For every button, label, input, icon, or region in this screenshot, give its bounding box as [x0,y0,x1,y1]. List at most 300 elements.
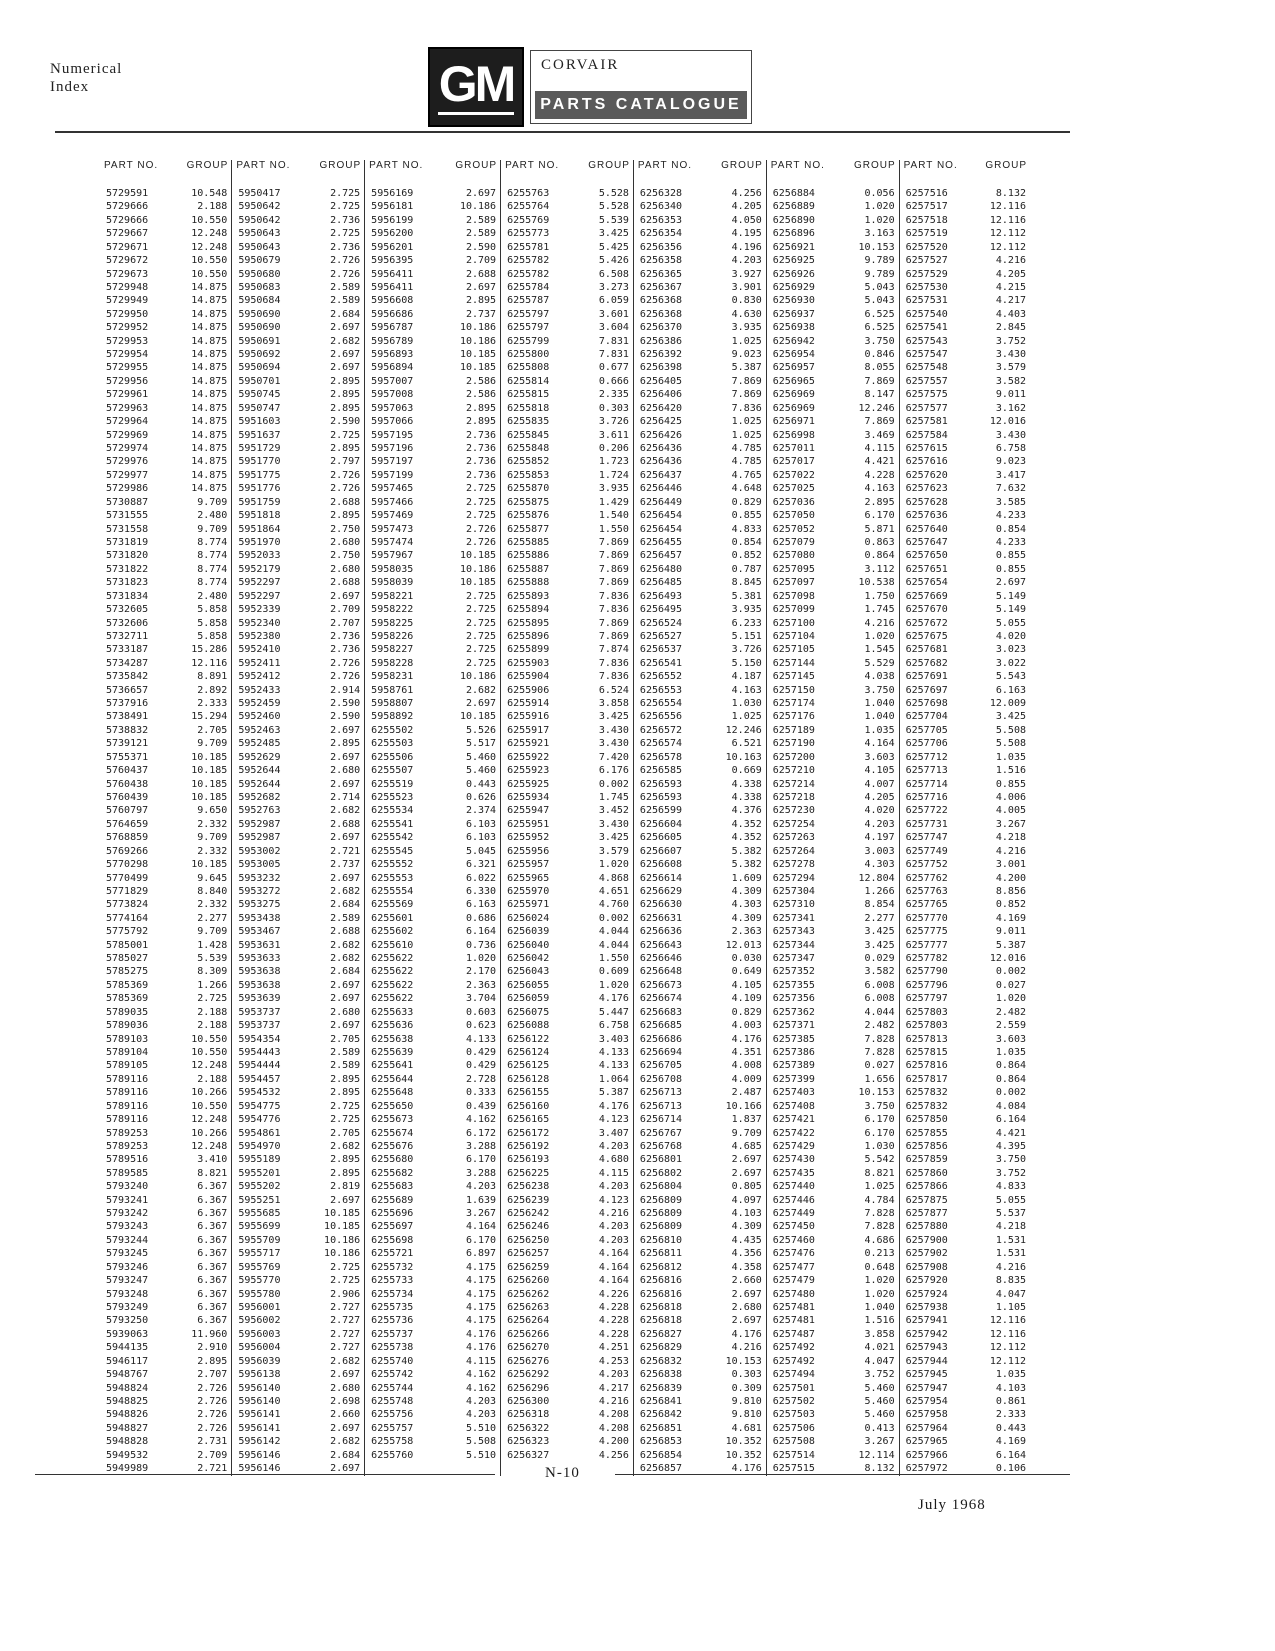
group-cell: 4.686 [833,1234,899,1247]
group-cell: 9.810 [700,1408,766,1421]
group-cell: 2.726 [431,536,500,549]
table-row [100,442,1030,455]
part-number-cell: 6257920 [905,1275,948,1287]
group-cell: 1.020 [833,200,899,213]
group-cell: 1.724 [567,469,633,482]
part-number-cell: 6257832 [905,1087,948,1099]
group-cell: 2.709 [298,603,364,616]
part-number-cell: 6255896 [507,630,550,642]
group-cell: 0.649 [700,965,766,978]
part-number-cell: 5729666 [106,214,149,226]
group-cell: 7.831 [567,348,633,361]
part-number-cell: 5958228 [371,657,414,669]
part-number-cell: 5793244 [106,1234,149,1246]
group-cell: 9.709 [700,1127,766,1140]
part-number-cell: 5731834 [106,590,149,602]
table-row [100,684,1030,697]
part-number-cell: 6257731 [905,818,948,830]
column-header-group: GROUP [700,160,766,187]
part-number-cell: 5954775 [238,1100,281,1112]
group-cell: 3.267 [431,1207,500,1220]
part-number-cell: 5950684 [238,295,281,307]
part-number-cell: 6256889 [772,201,815,213]
part-number-cell: 5952179 [238,563,281,575]
part-number-cell: 5950694 [238,362,281,374]
group-cell: 2.586 [431,375,500,388]
group-cell: 4.218 [995,1221,1026,1233]
part-number-cell: 6256605 [639,832,683,844]
group-cell: 10.352 [700,1449,766,1462]
table-row [100,724,1030,737]
part-number-cell: 5733187 [106,644,149,656]
group-cell: 5.460 [431,751,500,764]
table-row [100,214,1030,227]
part-number-cell: 6255622 [371,966,414,978]
group-cell: 2.705 [298,1127,364,1140]
group-cell: 4.680 [567,1153,633,1166]
part-number-cell: 5789105 [106,1060,149,1072]
part-number-cell: 6257294 [772,872,815,884]
part-number-cell: 6255636 [371,1020,414,1032]
part-number-cell: 6256225 [507,1167,550,1179]
group-cell: 4.309 [700,912,766,925]
part-number-cell: 5956181 [371,201,414,213]
part-number-cell: 6255914 [507,698,550,710]
part-number-cell: 6256851 [639,1422,683,1434]
part-number-cell: 6255782 [507,255,550,267]
table-row [100,563,1030,576]
group-cell: 6.022 [431,872,500,885]
part-number-cell: 5729977 [106,469,149,481]
part-number-cell: 6256629 [639,885,683,897]
part-number-cell: 6257481 [772,1315,815,1327]
group-cell: 4.352 [700,818,766,831]
part-number-cell: 6255877 [507,523,550,535]
group-cell: 2.698 [298,1395,364,1408]
column-header-group: GROUP [567,160,633,187]
group-cell: 6.164 [431,925,500,938]
part-number-cell: 6256853 [639,1436,683,1448]
group-cell: 2.487 [700,1086,766,1099]
part-number-cell: 6257254 [772,818,815,830]
header-title-line2: Index [50,79,90,95]
group-cell: 6.164 [995,1114,1026,1126]
part-number-cell: 6256683 [639,1006,683,1018]
part-number-cell: 5732606 [106,617,149,629]
part-number-cell: 6256318 [507,1409,550,1421]
group-cell: 0.027 [833,1059,899,1072]
part-number-cell: 6256128 [507,1073,550,1085]
table-row [100,1234,1030,1247]
group-cell: 2.589 [298,912,364,925]
part-number-cell: 6257408 [772,1100,815,1112]
group-cell: 5.542 [833,1153,899,1166]
group-cell: 4.169 [995,912,1026,924]
part-number-cell: 5785275 [106,966,149,978]
part-number-cell: 5954861 [238,1127,281,1139]
part-number-cell: 6255648 [371,1087,414,1099]
table-row [100,1140,1030,1153]
part-number-cell: 5773824 [106,899,149,911]
table-row [100,845,1030,858]
part-number-cell: 6255644 [371,1073,414,1085]
group-cell: 8.856 [995,885,1026,897]
part-number-cell: 6256552 [639,671,683,683]
group-cell: 2.727 [298,1301,364,1314]
group-cell: 4.162 [431,1382,500,1395]
group-cell: 14.875 [165,335,231,348]
group-cell: 2.697 [298,979,364,992]
group-cell: 6.367 [165,1180,231,1193]
group-cell: 1.025 [700,710,766,723]
group-cell: 2.332 [165,818,231,831]
group-cell: 12.804 [833,872,899,885]
group-cell: 3.288 [431,1140,500,1153]
part-number-cell: 5956608 [371,295,414,307]
group-cell: 6.330 [431,885,500,898]
part-number-cell: 5738832 [106,724,149,736]
part-number-cell: 6257494 [772,1369,815,1381]
part-number-cell: 6256829 [639,1342,683,1354]
group-cell: 2.682 [298,804,364,817]
part-number-cell: 6255601 [371,912,414,924]
group-cell: 5.528 [567,187,633,200]
group-cell: 0.829 [700,1006,766,1019]
group-cell: 2.895 [298,1167,364,1180]
part-number-cell: 6257859 [905,1154,948,1166]
brand-box [530,50,752,124]
footer-rule-right [615,1474,1070,1475]
part-number-cell: 6256165 [507,1114,550,1126]
group-cell: 15.294 [165,710,231,723]
part-number-cell: 5785001 [106,939,149,951]
part-number-cell: 6255506 [371,751,414,763]
part-number-cell: 6257762 [905,872,948,884]
group-cell: 2.688 [298,818,364,831]
part-number-cell: 6257304 [772,885,815,897]
group-cell: 5.526 [431,724,500,737]
part-number-cell: 6257218 [772,791,815,803]
table-row [100,697,1030,710]
table-row [100,268,1030,281]
part-number-cell: 6257476 [772,1248,815,1260]
group-cell: 0.855 [700,509,766,522]
group-cell: 4.187 [700,670,766,683]
group-cell: 2.682 [298,952,364,965]
part-number-cell: 6256809 [639,1208,683,1220]
part-number-cell: 6255769 [507,214,550,226]
part-number-cell: 6256527 [639,630,683,642]
group-cell: 2.725 [298,1113,364,1126]
group-cell: 7.869 [833,415,899,428]
group-cell: 4.216 [833,617,899,630]
group-cell: 5.529 [833,657,899,670]
group-cell: 0.429 [431,1059,500,1072]
group-cell: 2.736 [298,643,364,656]
footer-rule-left [35,1474,495,1475]
table-row [100,670,1030,683]
table-row [100,710,1030,723]
part-number-cell: 5764659 [106,818,149,830]
part-number-cell: 6255784 [507,281,550,293]
group-cell: 6.367 [165,1314,231,1327]
table-row [100,469,1030,482]
group-cell: 2.682 [298,1140,364,1153]
part-number-cell: 6257763 [905,885,948,897]
part-number-cell: 6256420 [639,402,683,414]
part-number-cell: 6257341 [772,912,815,924]
group-cell: 2.709 [431,254,500,267]
part-number-cell: 5953638 [238,979,281,991]
group-cell: 0.854 [995,523,1026,535]
part-number-cell: 6257866 [905,1181,948,1193]
part-number-cell: 6256674 [639,993,683,1005]
group-cell: 3.927 [700,268,766,281]
part-number-cell: 5768859 [106,832,149,844]
part-number-cell: 5953232 [238,872,281,884]
group-cell: 4.109 [700,992,766,1005]
part-number-cell: 5955202 [238,1181,281,1193]
part-number-cell: 6255639 [371,1047,414,1058]
group-cell: 5.858 [165,630,231,643]
part-number-cell: 5951776 [238,483,281,495]
group-cell: 2.727 [298,1341,364,1354]
table-row [100,1395,1030,1408]
group-cell: 9.011 [995,926,1026,938]
group-cell: 4.020 [833,804,899,817]
group-cell: 8.774 [165,576,231,589]
group-cell: 4.175 [431,1314,500,1327]
group-cell: 4.251 [567,1341,633,1354]
table-row [100,1100,1030,1113]
table-row [100,1261,1030,1274]
part-number-cell: 6256585 [639,765,683,777]
part-number-cell: 6256327 [507,1449,550,1461]
part-number-cell: 6257520 [905,241,948,253]
part-number-cell: 6257722 [905,805,948,817]
part-number-cell: 6256446 [639,483,683,495]
group-cell: 4.685 [700,1140,766,1153]
part-number-cell: 6256160 [507,1100,550,1112]
part-number-cell: 5793247 [106,1275,149,1287]
group-cell: 0.303 [700,1368,766,1381]
part-number-cell: 5950680 [238,268,281,280]
part-number-cell: 6255906 [507,684,550,696]
part-number-cell: 5953633 [238,953,281,965]
group-cell: 2.726 [298,469,364,482]
group-cell: 5.387 [995,939,1026,951]
part-number-cell: 6257654 [905,577,948,589]
group-cell: 6.524 [567,684,633,697]
part-number-cell: 6255925 [507,778,550,790]
group-cell: 2.684 [298,965,364,978]
group-cell: 1.020 [833,1274,899,1287]
part-number-cell: 6256969 [772,389,815,401]
part-number-cell: 6256636 [639,926,683,938]
part-number-cell: 6255698 [371,1234,414,1246]
part-number-cell: 5954354 [238,1033,281,1045]
group-cell: 4.038 [833,670,899,683]
group-cell: 2.682 [298,1435,364,1448]
group-cell: 1.020 [567,858,633,871]
group-cell: 1.035 [995,1369,1026,1381]
part-number-cell: 6255956 [507,845,550,857]
group-cell: 0.002 [567,912,633,925]
table-row [100,455,1030,468]
group-cell: 3.425 [833,939,899,952]
table-row [100,1059,1030,1072]
group-cell: 1.040 [833,697,899,710]
group-cell: 0.056 [833,187,899,200]
part-number-cell: 5953275 [238,899,281,911]
part-number-cell: 6257449 [772,1208,815,1220]
group-cell: 4.133 [431,1033,500,1046]
part-number-cell: 5789116 [106,1087,149,1099]
group-cell: 4.176 [700,1462,766,1475]
group-cell: 0.854 [700,536,766,549]
group-cell: 4.164 [567,1247,633,1260]
part-number-cell: 6257371 [772,1020,815,1032]
group-cell: 12.116 [165,657,231,670]
part-number-cell: 6257691 [905,671,948,683]
part-number-cell: 5952629 [238,751,281,763]
part-number-cell: 5789036 [106,1020,149,1032]
group-cell: 4.003 [700,1019,766,1032]
group-cell: 2.819 [298,1180,364,1193]
table-row [100,1207,1030,1220]
group-cell: 1.745 [833,603,899,616]
group-cell: 14.875 [165,415,231,428]
part-number-cell: 5729953 [106,335,149,347]
part-number-cell: 5732605 [106,604,149,616]
part-number-cell: 5952987 [238,832,281,844]
part-number-cell: 5950690 [238,308,281,320]
part-number-cell: 5951729 [238,443,281,455]
table-row [100,1288,1030,1301]
group-cell: 2.682 [298,1355,364,1368]
group-cell: 10.186 [298,1247,364,1260]
part-number-cell: 5956146 [238,1449,281,1461]
group-cell: 2.895 [298,737,364,750]
table-row [100,1408,1030,1421]
part-number-cell: 5729956 [106,375,149,387]
group-cell: 3.163 [833,227,899,240]
group-cell: 2.845 [995,322,1026,334]
group-cell: 8.774 [165,549,231,562]
group-cell: 1.035 [995,751,1026,763]
group-cell: 12.016 [989,416,1026,428]
part-number-cell: 5954443 [238,1047,281,1058]
table-row [100,1167,1030,1180]
group-cell: 4.195 [700,227,766,240]
group-cell: 2.480 [165,590,231,603]
group-cell: 9.023 [995,456,1026,468]
table-row [100,1314,1030,1327]
group-cell: 2.332 [165,845,231,858]
group-cell: 5.537 [995,1208,1026,1220]
group-cell: 9.709 [165,831,231,844]
group-cell: 2.188 [165,1019,231,1032]
part-number-cell: 6256930 [772,295,815,307]
part-number-cell: 6256554 [639,698,683,710]
group-cell: 1.025 [833,1180,899,1193]
part-number-cell: 6256841 [639,1395,683,1407]
group-cell: 2.736 [431,429,500,442]
part-number-cell: 5950683 [238,281,281,293]
group-cell: 1.020 [833,630,899,643]
group-cell: 4.123 [567,1113,633,1126]
group-cell: 4.205 [995,268,1026,280]
part-number-cell: 5729667 [106,228,149,240]
group-cell: 5.045 [431,845,500,858]
group-cell: 2.680 [298,764,364,777]
group-cell: 4.176 [567,1100,633,1113]
group-cell: 3.425 [567,227,633,240]
group-cell: 2.688 [298,496,364,509]
group-cell: 0.333 [431,1086,500,1099]
part-number-cell: 5951603 [238,416,281,428]
group-cell: 5.508 [995,724,1026,736]
part-number-cell: 6255696 [371,1208,414,1220]
group-cell: 2.590 [298,710,364,723]
part-number-cell: 6257144 [772,657,815,669]
group-cell: 1.040 [833,710,899,723]
group-cell: 2.680 [298,563,364,576]
table-row [100,1019,1030,1032]
part-number-cell: 6257813 [905,1033,948,1045]
part-number-cell: 6256812 [639,1261,683,1273]
part-number-cell: 6257310 [772,899,815,911]
table-row [100,617,1030,630]
table-row [100,1449,1030,1462]
group-cell: 2.727 [298,1314,364,1327]
part-number-cell: 6255899 [507,644,550,656]
part-number-cell: 5729948 [106,281,149,293]
group-cell: 10.352 [700,1435,766,1448]
group-cell: 7.874 [567,643,633,656]
part-number-cell: 6257698 [905,698,948,710]
part-number-cell: 6255781 [507,241,550,253]
part-number-cell: 5953639 [238,993,281,1005]
group-cell: 2.684 [298,308,364,321]
group-cell: 0.855 [995,550,1026,562]
group-cell: 4.175 [431,1274,500,1287]
part-number-cell: 5952339 [238,604,281,616]
part-number-cell: 6257479 [772,1275,815,1287]
part-number-cell: 6257099 [772,604,815,616]
part-number-cell: 6256929 [772,281,815,293]
group-cell: 4.376 [700,804,766,817]
part-number-cell: 6256358 [639,255,683,267]
group-cell: 2.725 [431,617,500,630]
part-number-cell: 6256614 [639,872,683,884]
part-number-cell: 5729976 [106,456,149,468]
part-number-cell: 5952412 [238,671,281,683]
group-cell: 8.147 [833,388,899,401]
part-number-cell: 5957465 [371,483,414,495]
header-rule [55,131,1070,133]
part-number-cell: 5789116 [106,1100,149,1112]
part-number-cell: 5770298 [106,859,149,871]
table-row [100,281,1030,294]
group-cell: 2.736 [431,469,500,482]
group-cell: 4.103 [995,1382,1026,1394]
group-cell: 3.858 [567,697,633,710]
part-number-cell: 6255921 [507,738,550,750]
part-number-cell: 6257481 [772,1302,815,1314]
part-number-cell: 6257150 [772,684,815,696]
group-cell: 0.829 [700,496,766,509]
